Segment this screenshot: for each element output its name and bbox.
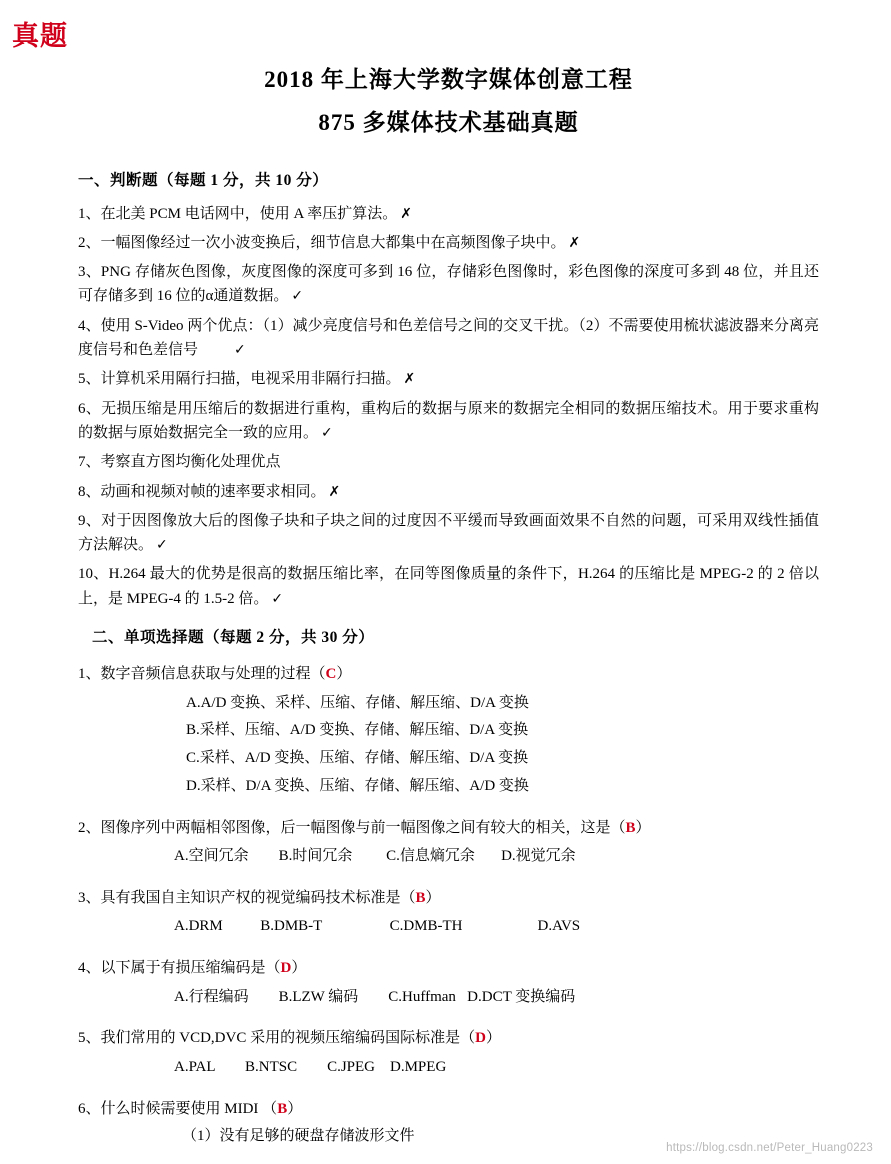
choice-list — [78, 690, 819, 801]
question-text: PNG 存储灰色图像，灰度图像的深度可多到 16 位，存储彩色图像时，彩色图像的深度可多到 48 位，并且还可存储多到 16 位的α通道数据。 — [78, 264, 819, 305]
question-text: 无损压缩是用压缩后的数据进行重构，重构后的数据与原来的数据完全相同的数据压缩技术。用于要求重构的数据与原始数据完全一致的应用。 — [78, 400, 819, 441]
question-number: 9、 — [78, 512, 102, 529]
choice-option: B.采样、压缩、A/D 变换、存储、解压缩、D/A 变换 — [186, 722, 529, 739]
question-number: 3、 — [78, 889, 101, 906]
list-item — [78, 816, 819, 871]
list-item — [78, 480, 819, 504]
answer-mark: ✗ — [568, 234, 581, 251]
answer-mark: ✗ — [403, 371, 416, 388]
answer-mark: ✓ — [234, 342, 246, 359]
question-number: 3、 — [78, 264, 101, 281]
answer-mark: ✓ — [271, 590, 284, 607]
question-number: 6、 — [78, 1100, 101, 1117]
watermark: https://blog.csdn.net/Peter_Huang0223 — [666, 1142, 873, 1154]
list-item — [78, 1026, 819, 1081]
list-item — [78, 202, 819, 226]
question-text: 图像序列中两幅相邻图像，后一幅图像与前一幅图像之间有较大的相关，这是（ — [100, 819, 626, 836]
answer-letter: B — [415, 889, 426, 906]
question-number: 2、 — [78, 819, 101, 836]
question-text: H.264 最大的优势是很高的数据压缩比率，在同等图像质量的条件下，H.264 的压缩比是 MPEG-2 的 2 倍以上，是 MPEG-4 的 1.5-2 倍。 — [78, 566, 819, 607]
question-text-tail: ） — [291, 960, 307, 977]
question-number: 1、 — [78, 205, 101, 222]
question-text: 动画和视频对帧的速率要求相同。 — [100, 483, 326, 500]
choice-list — [78, 843, 819, 871]
answer-mark: ✗ — [328, 483, 341, 500]
question-text: 一幅图像经过一次小波变换后，细节信息大都集中在高频图像子块中。 — [100, 234, 566, 251]
choice-list — [78, 984, 819, 1012]
question-text-tail: ） — [336, 666, 352, 683]
page-subtitle: 875 多媒体技术基础真题 — [318, 109, 579, 135]
list-item — [78, 314, 819, 363]
question-text: 以下属于有损压缩编码是（ — [100, 960, 281, 977]
answer-mark — [281, 454, 284, 470]
question-stem — [78, 1026, 819, 1052]
question-stem — [78, 956, 819, 982]
question-text: 什么时候需要使用 MIDI （ — [100, 1100, 278, 1117]
question-stem — [78, 816, 819, 842]
list-item — [78, 260, 819, 309]
question-number: 10、 — [78, 566, 109, 583]
choice-option: A.行程编码 B.LZW 编码 C.Huffman D.DCT 变换编码 — [174, 988, 576, 1005]
list-item — [78, 450, 819, 474]
answer-letter: B — [625, 819, 636, 836]
question-stem — [78, 662, 819, 688]
exam-stamp: 真题 — [12, 21, 68, 52]
page-title: 2018 年上海大学数字媒体创意工程 — [264, 67, 633, 92]
list-item — [78, 231, 819, 255]
answer-letter: B — [277, 1100, 288, 1117]
question-number: 4、 — [78, 317, 101, 334]
answer-letter: D — [475, 1030, 486, 1047]
choice-option: C.采样、A/D 变换、压缩、存储、解压缩、D/A 变换 — [186, 750, 529, 767]
question-text: 考察直方图均衡化处理优点 — [100, 454, 281, 471]
answer-letter: C — [325, 666, 337, 683]
question-text: 在北美 PCM 电话网中，使用 A 率压扩算法。 — [100, 205, 398, 222]
question-number: 4、 — [78, 960, 101, 977]
question-text: 我们常用的 VCD,DVC 采用的视频压缩编码国际标准是（ — [100, 1030, 476, 1047]
section-heading-multiple-choice: 二、单项选择题（每题 2 分，共 30 分） — [92, 629, 375, 647]
list-item — [78, 509, 819, 558]
choice-option: （1）没有足够的硬盘存储波形文件 — [182, 1128, 415, 1145]
answer-mark: ✓ — [321, 424, 333, 441]
choice-option: A.DRM B.DMB-T C.DMB-TH D.AVS — [174, 918, 581, 935]
question-number: 5、 — [78, 1030, 101, 1047]
question-stem — [78, 886, 819, 912]
list-item — [78, 367, 819, 391]
choice-option: D.采样、D/A 变换、压缩、存储、解压缩、A/D 变换 — [186, 777, 529, 794]
choice-list — [78, 1054, 819, 1082]
list-item — [78, 562, 819, 611]
question-text-tail: ） — [287, 1100, 303, 1117]
answer-mark: ✗ — [400, 205, 412, 222]
section-heading-true-false: 一、判断题（每题 1 分，共 10 分） — [78, 171, 329, 189]
choice-list — [78, 913, 819, 941]
choice-option: A.PAL B.NTSC C.JPEG D.MPEG — [174, 1058, 447, 1075]
question-text-tail: ） — [485, 1030, 501, 1047]
list-item — [78, 956, 819, 1011]
list-item — [78, 397, 819, 446]
question-number: 2、 — [78, 234, 101, 251]
question-text-tail: ） — [425, 889, 441, 906]
question-text: 数字音频信息获取与处理的过程（ — [100, 666, 326, 683]
question-text: 对于因图像放大后的图像子块和子块之间的过度因不平缓而导致画面效果不自然的问题，可采用双线性插值方法解决。 — [78, 512, 819, 554]
question-number: 6、 — [78, 400, 102, 417]
answer-mark: ✓ — [156, 537, 168, 554]
answer-letter: D — [280, 960, 292, 977]
question-text-tail: ） — [635, 819, 651, 836]
question-text: 使用 S-Video 两个优点：（1）减少亮度信号和色差信号之间的交叉干扰。（2）不需要使用梳状滤波器来分离亮度信号和色差信号 — [78, 317, 819, 359]
question-number: 8、 — [78, 483, 101, 500]
answer-mark: ✓ — [291, 288, 304, 305]
question-number: 1、 — [78, 666, 101, 683]
list-item — [78, 662, 819, 801]
multiple-choice-list — [78, 662, 819, 1150]
question-stem — [78, 1097, 819, 1123]
choice-option: A.A/D 变换、采样、压缩、存储、解压缩、D/A 变换 — [186, 694, 529, 711]
question-text: 计算机采用隔行扫描，电视采用非隔行扫描。 — [100, 371, 401, 388]
list-item — [78, 886, 819, 941]
question-text: 具有我国自主知识产权的视觉编码技术标准是（ — [100, 889, 416, 906]
choice-option: A.空间冗余 B.时间冗余 C.信息熵冗余 D.视觉冗余 — [174, 848, 576, 865]
question-number: 5、 — [78, 371, 101, 388]
question-number: 7、 — [78, 454, 101, 471]
true-false-list — [78, 202, 819, 611]
